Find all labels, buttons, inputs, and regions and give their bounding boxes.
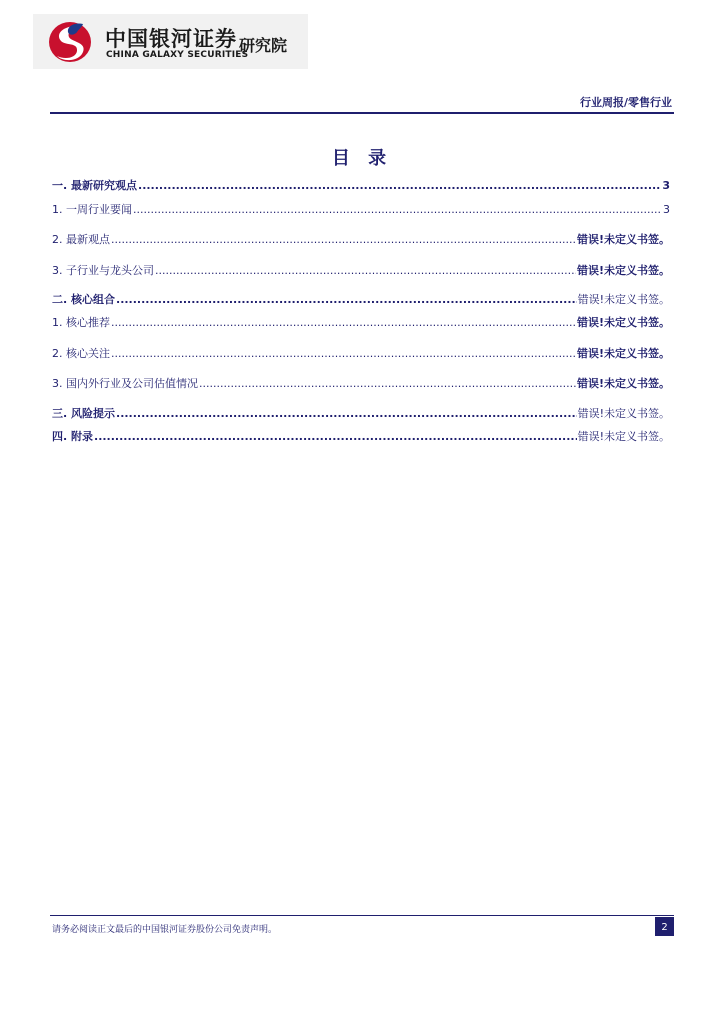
toc-leader-dots <box>133 203 662 216</box>
toc-leader-dots <box>111 316 576 329</box>
toc-entry[interactable] <box>52 345 670 361</box>
toc-entry-label: 3. 子行业与龙头公司 <box>52 264 154 277</box>
toc-entry-page: 错误!未定义书签。 <box>577 293 670 306</box>
toc-entry-label: 一. 最新研究观点 <box>52 179 138 192</box>
toc-entry-page: 错误!未定义书签。 <box>576 264 670 277</box>
toc-entry[interactable] <box>52 201 670 217</box>
toc-entry[interactable] <box>52 428 670 444</box>
toc-entry-label: 二. 核心组合 <box>52 293 116 306</box>
toc-entry-label: 1. 一周行业要闻 <box>52 203 132 216</box>
toc-entry-page: 错误!未定义书签。 <box>576 347 670 360</box>
toc-entry-label: 2. 核心关注 <box>52 347 110 360</box>
toc-leader-dots <box>116 293 577 306</box>
toc-entry[interactable] <box>52 291 670 307</box>
header-divider <box>50 112 674 114</box>
toc-leader-dots <box>94 430 577 443</box>
toc-entry-page: 错误!未定义书签。 <box>577 407 670 420</box>
toc-entry[interactable] <box>52 231 670 247</box>
toc-entry[interactable] <box>52 314 670 330</box>
toc-entry-label: 四. 附录 <box>52 430 94 443</box>
logo-chinese-name: 中国银河证券 <box>105 27 237 51</box>
toc-entry-label: 2. 最新观点 <box>52 233 110 246</box>
toc-entry-page: 错误!未定义书签。 <box>576 233 670 246</box>
logo-english-name: CHINA GALAXY SECURITIES <box>106 50 249 60</box>
logo-institute-label: 研究院 <box>239 36 288 55</box>
toc-entry-page: 3 <box>663 203 670 216</box>
toc-entry[interactable] <box>52 375 670 391</box>
footer-disclaimer: 请务必阅读正文最后的中国银河证券股份公司免责声明。 <box>52 925 278 935</box>
page-number-badge: 2 <box>655 917 674 936</box>
toc-heading: 目 录 <box>331 148 393 169</box>
galaxy-logo-icon <box>47 20 93 64</box>
toc-entry[interactable] <box>52 405 670 421</box>
toc-entry-page: 错误!未定义书签。 <box>577 430 670 443</box>
toc-leader-dots <box>138 179 661 192</box>
toc-leader-dots <box>116 407 577 420</box>
toc-entry-page: 3 <box>662 179 670 192</box>
footer-divider <box>50 915 674 916</box>
toc-leader-dots <box>111 233 576 246</box>
company-logo <box>33 14 308 69</box>
toc-entry[interactable] <box>52 177 670 193</box>
toc-entry-page: 错误!未定义书签。 <box>576 377 670 390</box>
toc-entry-label: 三. 风险提示 <box>52 407 116 420</box>
toc-entry-label: 1. 核心推荐 <box>52 316 110 329</box>
toc-entry-page: 错误!未定义书签。 <box>576 316 670 329</box>
toc-entry-label: 3. 国内外行业及公司估值情况 <box>52 377 198 390</box>
report-type-title: 行业周报/零售行业 <box>579 96 672 109</box>
toc-leader-dots <box>199 377 576 390</box>
toc-leader-dots <box>111 347 576 360</box>
toc-entry[interactable] <box>52 262 670 278</box>
toc-leader-dots <box>155 264 576 277</box>
